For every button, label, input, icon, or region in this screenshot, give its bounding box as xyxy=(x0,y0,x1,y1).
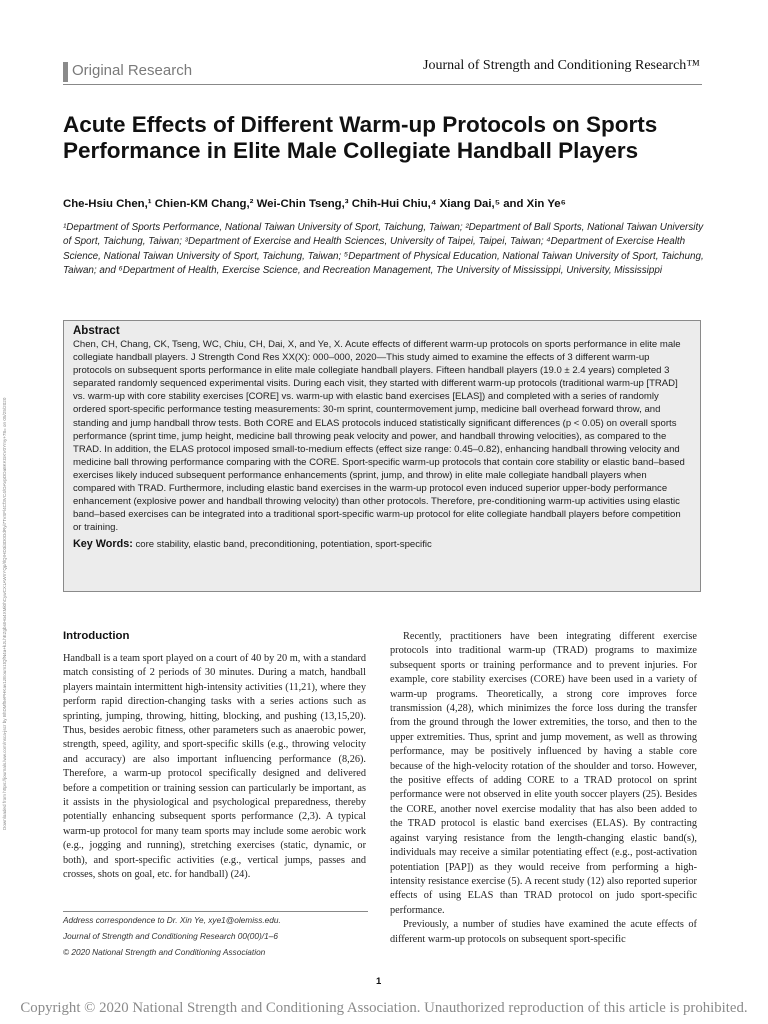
keywords xyxy=(73,538,690,550)
header-divider xyxy=(63,84,702,85)
keywords-list: core stability, elastic band, preconditioning, potentiation, sport-specific xyxy=(132,539,432,551)
copyright-notice: Copyright © 2020 National Strength and Conditioning Association. Unauthorized reproduction of this article is prohibited. xyxy=(20,1000,748,1016)
left-column xyxy=(63,652,366,883)
abstract-box xyxy=(63,320,701,592)
journal-name: Journal of Strength and Conditioning Research™ xyxy=(423,58,700,73)
section-type-bar xyxy=(63,62,68,82)
download-margin-note: Downloaded from https://journals.lww.com/nsca-jscr by BhDMf5ePHKav1zEoum1tQfN4a+kJLhEZgbsIHo4XMi0hCywCX1AWnYQp/IlQrHD3i3D0OdRyi7TvSFl4Cf3VC4/OAVpDDa8KKGKV0Ymy+78= on 05/25/2020 xyxy=(2,397,7,830)
right-column xyxy=(390,630,697,947)
author-list: Che-Hsiu Chen,¹ Chien-KM Chang,² Wei-Chin Tseng,³ Chih-Hui Chiu,⁴ Xiang Dai,⁵ and Xin Ye⁶ xyxy=(63,198,566,210)
abstract-body: Chen, CH, Chang, CK, Tseng, WC, Chiu, CH, Dai, X, and Ye, X. Acute effects of different warm-up protocols on sports performance in elite male collegiate handball players. J Strength Cond Res XX(X): 000–000, 2020—This study aimed to examine the effects of 3 different warm-up protocols on subsequent sports performance in elite male collegiate handball players. Fifteen handball players (19.0 ± 2.4 years) completed 3 separated randomly sequenced experimental visits. During each visit, they started with different warm-up protocols (traditional warm-up [TRAD] vs. warm-up with core stability exercises [CORE] vs. warm-up with elastic band exercises [ELAS]) and completed with a series of randomly ordered sport-specific performance testing measurements: 30-m sprint, countermovement jump, medicine ball overhead forward throw, and standing and jump handball throw tests. Both CORE and ELAS protocols induced statistically significant differences (p < 0.05) on overall sports performance (sprint time, jump height, medicine ball throwing peak velocity and power, and handball throwing velocities), as compared to the TRAD. In addition, the ELAS protocol imposed small-to-medium effects (effect size range: 0.45–0.82), enhancing handball throwing velocity and medicine ball throwing performance comparing with the CORE. Sport-specific warm-up protocols that contain core stability or elastic band–based exercises likely induced subsequent performance enhancements (sprint, jump, and throw) in elite male collegiate handball players when compared with TRAD. Furthermore, including elastic band exercises in the warm-up protocol even induced superior upper-body performance enhancement (explosive power and handball throwing velocity) than other protocols. Therefore, pre-conditioning warm-up activities using elastic band–based exercises can be integrated into a traditional sport-specific warm-up protocol for elite collegiate handball players before competition or training. xyxy=(73,339,685,534)
author-affiliations: ¹Department of Sports Performance, National Taiwan University of Sport, Taichung, Taiwan; ²Department of Ball Sports, National Taiwan University of Sport, Taichung, Taiwan; ³Department of Exercise and Health Sciences, University of Taipei, Taipei, Taiwan; ⁴Department of Exercise Health Science, National Taiwan University of Sport, Taichung, Taiwan; ⁵Department of Physical Education, National Taiwan University of Sport, Taichung, Taiwan; and ⁶Department of Health, Exercise Science, and Recreation Management, The University of Mississippi, University, Mississippi xyxy=(63,222,704,276)
correspondence-note: Address correspondence to Dr. Xin Ye, xye1@olemiss.edu. xyxy=(63,915,281,925)
footnotes xyxy=(63,913,368,960)
footnote-divider xyxy=(63,911,368,912)
keywords-label: Key Words: xyxy=(73,538,133,551)
intro-paragraph-1: Handball is a team sport played on a court of 40 by 20 m, with a standard match consisting of 2 periods of 30 minutes. During a match, handball players maintain intermittent high-intensity activities (11,21), where they perform rapid direction-changing tasks with a series actions such as sprinting, jumping, throwing, hitting, blocking, and pushing (13,15,20). Thus, besides aerobic fitness, other parameters such as anaerobic power, strength, speed, agility, and sport-specific skills (e.g., throwing velocity and accuracy) are also important influencing performance (8,26). Therefore, a warm-up protocol specifically designed and delivered before a competition or training session can particularly be important, as it assists in the physiological and psychological preparedness, thereby potentially enhancing subsequent sports performance (2,3). A typical warm-up protocol for many team sports may include some aerobic work (e.g., jogging and running), stretching exercises (static, dynamic, or both), and sport-specific activities (e.g., vertical jumps, passes and crosses, shots on goal, etc. for handball) (24). xyxy=(63,653,366,881)
section-type-label: Original Research xyxy=(72,62,193,79)
article-title: Acute Effects of Different Warm-up Protocols on Sports Performance in Elite Male Collegiate Handball Players xyxy=(63,112,658,163)
page-number: 1 xyxy=(376,976,382,987)
journal-citation: Journal of Strength and Conditioning Research 00(00)/1–6 xyxy=(63,930,278,941)
footnote-copyright: © 2020 National Strength and Conditioning Association xyxy=(63,946,266,957)
introduction-heading: Introduction xyxy=(63,630,130,642)
intro-paragraph-2: Recently, practitioners have been integrating different exercise protocols into traditional warm-up (TRAD) programs to maximize subsequent sports or training performance and to prevent injuries. For example, core stability exercises (CORE) have been used in a variety of warm-up programs. Theoretically, a strong core improves force transmission (4,28), which minimizes the force loss during the transfer from the ground through the lower extremities, the torso, and then to the upper extremities. Thus, sprint and jump movement, as well as throwing performance, may be positively influenced by having a stable core because of the high-velocity rotation of the shoulder and torso. However, the positive effects of adding CORE to a TRAD protocol on sprint performance were not observed in elite youth soccer players (25). Besides the CORE, another novel exercise modality that has also been added to the TRAD protocol is elastic band exercises (ELAS). By contracting against varying resistance from the length-changing elastic band(s), individuals may receive a similar potentiating effect (e.g., post-activation potentiation [PAP]) as they would receive from performing a high-intensity resistance exercise (5). A recent study (12) also reported superior effects of using ELAS than TRAD protocol on judo sport-specific performance. xyxy=(390,631,697,916)
abstract-heading: Abstract xyxy=(73,325,120,337)
intro-paragraph-3: Previously, a number of studies have examined the acute effects of different warm-up protocols on subsequent sport-specific xyxy=(390,919,697,945)
